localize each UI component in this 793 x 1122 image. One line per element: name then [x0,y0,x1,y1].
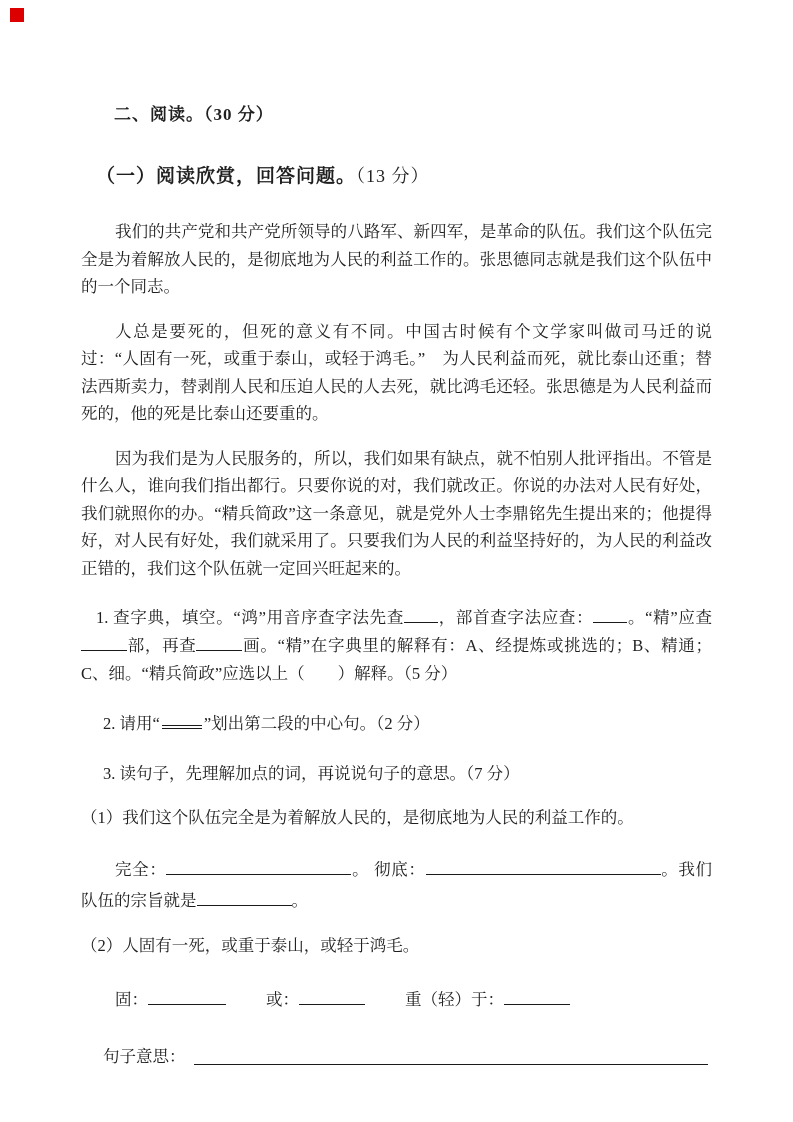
fill-blank [426,860,661,875]
question-1-text: 1. 查字典，填空。“鸿”用音序查字法先查 [96,608,405,627]
label-zhongqing: 重（轻）于： [405,990,504,1009]
fill-blank [81,636,127,651]
fill-blank [166,860,351,875]
question-2-text: 2. 请用“ [103,714,160,733]
question-1-text: 部，再查 [127,636,197,655]
fill-blank [593,608,627,623]
reading-passage [81,218,712,582]
question-3-text: 3. 读句子，先理解加点的词，再说说句子的意思。（7 分） [103,764,520,783]
fill-blank [196,636,242,651]
fill-blank [148,990,226,1005]
question-3-item-1-sentence: （1）我们这个队伍完全是为着解放人民的，是彻底地为人民的利益工作的。 [81,808,634,827]
label-wanquan: 完全： [115,860,167,879]
question-3-item-1-answer-line [81,854,712,916]
section-heading: 二、阅读。（30 分） [114,105,274,124]
double-underline-blank [162,714,202,729]
question-2-text: ”划出第二段的中心句。（2 分） [203,714,430,733]
question-1-text: ，部首查字法应查： [438,608,594,627]
subsection-score: （13 分） [356,166,430,186]
label-chedi: 彻底： [374,860,426,879]
fill-blank [504,990,570,1005]
red-corner-mark [10,8,24,22]
question-3-item-2-sentence: （2）人固有一死，或重于泰山，或轻于鸿毛。 [81,936,420,955]
punctuation: 。 [351,860,370,879]
punctuation: 。 [291,891,308,910]
passage-paragraph-1: 我们的共产党和共产党所领导的八路军、新四军，是革命的队伍。我们这个队伍完全是为着解放人民的，是彻底地为人民的利益工作的。张思德同志就是我们这个队伍中的一个同志。 [81,222,712,296]
fill-blank [299,990,365,1005]
question-1-text: 画。“精”在字典里的解释有：A、经提炼或挑选的；B、精通；C、细。“精兵简政”应选以上（ ）解释。（5 分） [81,636,713,683]
fill-blank-long [194,1041,709,1065]
passage-paragraph-2: 人总是要死的，但死的意义有不同。中国古时候有个文学家叫做司马迁的说过：“人固有一死，或重于泰山，或轻于鸿毛。” 为人民利益而死，就比泰山还重；替法西斯卖力，替剥削人民和压迫人民的人去死，就比鸿毛还轻。张思德是为人民利益而死的，他的死是比泰山还要重的。 [81,321,712,423]
fill-blank [197,891,292,906]
sentence-meaning-line [81,1041,712,1072]
question-1 [81,604,712,688]
question-3 [81,760,712,788]
passage-paragraph-3: 因为我们是为人民服务的，所以，我们如果有缺点，就不怕别人批评指出。不管是什么人，谁向我们指出都行。只要你说的对，我们就改正。你说的办法对人民有好处，我们就照你的办。“精兵简政”这一条意见，就是党外人士李鼎铭先生提出来的；他提得好，对人民有好处，我们就采用了。只要我们为人民的利益坚持好的，为人民的利益改正错的，我们这个队伍就一定回兴旺起来的。 [81,448,712,578]
label-zongzhi: 我们队伍的宗旨就是 [81,860,712,910]
question-1-text: 。“精”应查 [627,608,713,627]
question-3-item-2-answer-line [81,984,712,1015]
question-2 [81,710,712,738]
punctuation: 。 [660,860,679,879]
label-meaning: 句子意思： [103,1047,186,1066]
label-huo: 或： [266,990,299,1009]
subsection-heading [96,161,712,188]
label-gu: 固： [115,990,148,1009]
fill-blank [404,608,438,623]
subsection-title: （一）阅读欣赏，回答问题。 [96,166,357,187]
